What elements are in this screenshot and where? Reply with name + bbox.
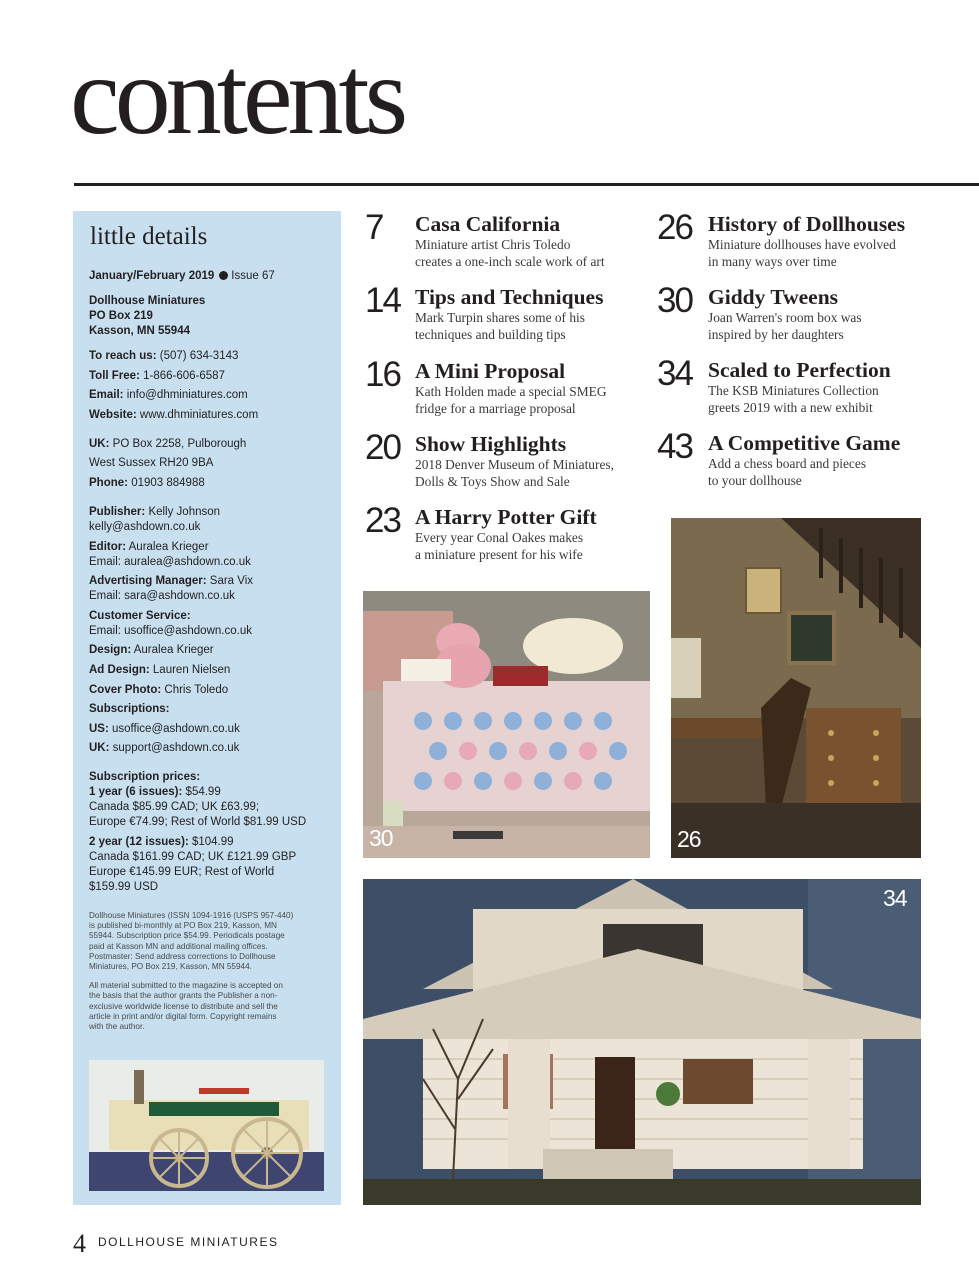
design-name: Auralea Krieger [133, 644, 214, 657]
fine-line: the basis that the author grants the Publisher a non- [89, 991, 278, 1001]
subscription-prices [89, 770, 325, 895]
entry-title: A Harry Potter Gift [415, 505, 597, 529]
contact-info [89, 349, 325, 423]
entry-desc [415, 383, 607, 417]
uk-subs-label: UK: [89, 742, 110, 755]
entry-desc [415, 456, 614, 490]
cover-label: Cover Photo: [89, 683, 162, 696]
entry-title: A Mini Proposal [415, 359, 566, 383]
entry-desc-line: The KSB Miniatures Collection [708, 383, 879, 398]
fine-line: exclusive worldwide license to distribute and sell the [89, 1001, 278, 1011]
fine-line: Postmaster: Send address corrections to Dollhouse [89, 951, 276, 961]
staff-list [89, 505, 325, 756]
photo-page-number: 34 [883, 885, 907, 911]
adv-name: Sara Vix [209, 575, 254, 588]
page-footer [73, 1229, 278, 1259]
adv-email[interactable]: Email: sara@ashdown.co.uk [89, 590, 235, 603]
wagon-photo [89, 1060, 324, 1191]
us-label: US: [89, 722, 109, 735]
uk-address-line2: West Sussex RH20 9BA [89, 457, 214, 470]
copyright-notice [89, 981, 325, 1032]
entry-page: 20 [365, 428, 400, 467]
entry-desc-line: 2018 Denver Museum of Miniatures, [415, 457, 614, 472]
entry-desc-line: techniques and building tips [415, 327, 566, 342]
cs-email[interactable]: Email: usoffice@ashdown.co.uk [89, 624, 252, 637]
entry-page: 23 [365, 501, 400, 540]
one-year-label: 1 year (6 issues): [89, 786, 183, 799]
addesign-label: Ad Design: [89, 663, 150, 676]
issue-number: Issue 67 [231, 270, 275, 282]
entry-page: 16 [365, 355, 400, 394]
address-line: Kasson, MN 55944 [89, 325, 190, 337]
uk-label: UK: [89, 437, 110, 450]
entry-desc-line: Joan Warren's room box was [708, 310, 862, 325]
entry-desc-line: Miniature dollhouses have evolved [708, 237, 896, 252]
entry-desc-line: in many ways over time [708, 254, 837, 269]
fine-line: Dollhouse Miniatures (ISSN 1094-1916 (USPS 957-440) [89, 910, 294, 920]
fine-line: with the author. [89, 1021, 145, 1031]
uk-office [89, 437, 325, 491]
entry-title: Tips and Techniques [415, 285, 604, 309]
one-year-price: $54.99 [185, 786, 221, 799]
uk-phone[interactable]: 01903 884988 [131, 476, 205, 489]
cover-name: Chris Toledo [164, 683, 229, 696]
entry-page: 14 [365, 281, 400, 320]
magazine-name: DOLLHOUSE MINIATURES [98, 1235, 279, 1249]
entry-desc [415, 236, 605, 270]
fine-line: article in print and/or digital form. Copyright remains [89, 1011, 277, 1021]
prices-label: Subscription prices: [89, 771, 201, 784]
address-line: PO Box 219 [89, 310, 153, 322]
tollfree-phone[interactable]: 1-866-606-6587 [143, 369, 225, 382]
entry-desc-line: Mark Turpin shares some of his [415, 310, 585, 325]
one-year-line: Canada $85.99 CAD; UK £63.99; [89, 801, 260, 814]
sidebar-heading: little details [90, 223, 208, 250]
entry-desc-line: Every year Conal Oakes makes [415, 530, 584, 545]
editor-email[interactable]: Email: auralea@ashdown.co.uk [89, 555, 251, 568]
entry-page: 43 [657, 427, 692, 466]
tollfree-label: Toll Free: [89, 369, 140, 382]
publisher-label: Publisher: [89, 505, 146, 518]
entry-desc-line: a miniature present for his wife [415, 547, 583, 562]
entry-desc-line: to your dollhouse [708, 473, 802, 488]
entry-title: Scaled to Perfection [708, 358, 891, 382]
us-email[interactable]: usoffice@ashdown.co.uk [112, 722, 240, 735]
two-year-line: Canada $161.99 CAD; UK £121.99 GBP [89, 850, 297, 863]
address-line: Dollhouse Miniatures [89, 295, 206, 307]
entry-title: Show Highlights [415, 432, 567, 456]
page-number: 4 [73, 1229, 86, 1258]
design-label: Design: [89, 644, 132, 657]
entry-desc-line: Kath Holden made a special SMEG [415, 384, 607, 399]
editor-name: Auralea Krieger [128, 540, 209, 553]
editor-label: Editor: [89, 540, 127, 553]
two-year-label: 2 year (12 issues): [89, 835, 189, 848]
one-year-line: Europe €74.99; Rest of World $81.99 USD [89, 816, 307, 829]
entry-desc [708, 455, 866, 489]
email-link[interactable]: info@dhminiatures.com [126, 389, 248, 402]
two-year-price: $104.99 [191, 835, 234, 848]
bungalow-photo[interactable] [363, 879, 921, 1205]
sidebar-body [89, 269, 325, 1041]
entry-desc-line: Miniature artist Chris Toledo [415, 237, 571, 252]
title-rule [74, 183, 979, 186]
photo-page-number: 26 [677, 826, 701, 852]
phone-label: Phone: [89, 476, 128, 489]
publisher-name: Kelly Johnson [148, 505, 221, 518]
issue-date: January/February 2019 [89, 270, 215, 282]
entry-desc [708, 309, 862, 343]
study-photo[interactable] [671, 518, 921, 858]
fine-line: All material submitted to the magazine is accepted on [89, 981, 283, 991]
bullet-icon [219, 271, 228, 280]
entry-page: 26 [657, 208, 692, 247]
two-year-line: Europe €145.99 EUR; Rest of World [89, 865, 275, 878]
entry-desc [708, 382, 879, 416]
photo-page-number: 30 [369, 825, 393, 851]
reach-phone[interactable]: (507) 634-3143 [159, 350, 239, 362]
entry-desc-line: creates a one-inch scale work of art [415, 254, 605, 269]
entry-page: 34 [657, 354, 692, 393]
entry-desc-line: fridge for a marriage proposal [415, 401, 576, 416]
little-details-sidebar [73, 211, 341, 1205]
subs-label: Subscriptions: [89, 703, 170, 716]
fine-line: is published bi-monthly at PO Box 219, Kasson, MN [89, 921, 277, 931]
entry-desc-line: Add a chess board and pieces [708, 456, 867, 471]
entry-desc [415, 529, 583, 563]
cs-label: Customer Service: [89, 609, 191, 622]
fine-line: 55944. Subscription price $54.99. Periodicals postage [89, 931, 285, 941]
two-year-line: $159.99 USD [89, 880, 159, 893]
fine-line: Miniatures, PO Box 219, Kasson, MN 55944. [89, 961, 252, 971]
website-label: Website: [89, 408, 137, 421]
fine-line: paid at Kasson MN and additional mailing offices. [89, 941, 268, 951]
reach-label: To reach us: [89, 350, 157, 362]
website-link[interactable]: www.dhminiatures.com [139, 408, 259, 421]
issue-info [89, 269, 325, 284]
entry-desc-line: Dolls & Toys Show and Sale [415, 474, 570, 489]
mailing-address [89, 294, 325, 339]
entry-desc [415, 309, 585, 343]
email-label: Email: [89, 389, 124, 402]
entry-page: 30 [657, 281, 692, 320]
entry-title: Casa California [415, 212, 561, 236]
entry-page: 7 [365, 208, 383, 247]
addesign-name: Lauren Nielsen [152, 663, 231, 676]
publication-notice [89, 911, 325, 972]
fine-print [89, 911, 325, 1032]
uk-address: PO Box 2258, Pulborough [112, 437, 247, 450]
bedroom-photo[interactable] [363, 591, 650, 858]
uk-subs-email[interactable]: support@ashdown.co.uk [112, 742, 240, 755]
entry-desc [708, 236, 896, 270]
entry-title: Giddy Tweens [708, 285, 839, 309]
entry-desc-line: greets 2019 with a new exhibit [708, 400, 873, 415]
publisher-email[interactable]: kelly@ashdown.co.uk [89, 520, 201, 533]
adv-label: Advertising Manager: [89, 575, 207, 588]
page-title: contents [70, 34, 404, 158]
entry-title: History of Dollhouses [708, 212, 906, 236]
entry-desc-line: inspired by her daughters [708, 327, 844, 342]
entry-title: A Competitive Game [708, 431, 901, 455]
